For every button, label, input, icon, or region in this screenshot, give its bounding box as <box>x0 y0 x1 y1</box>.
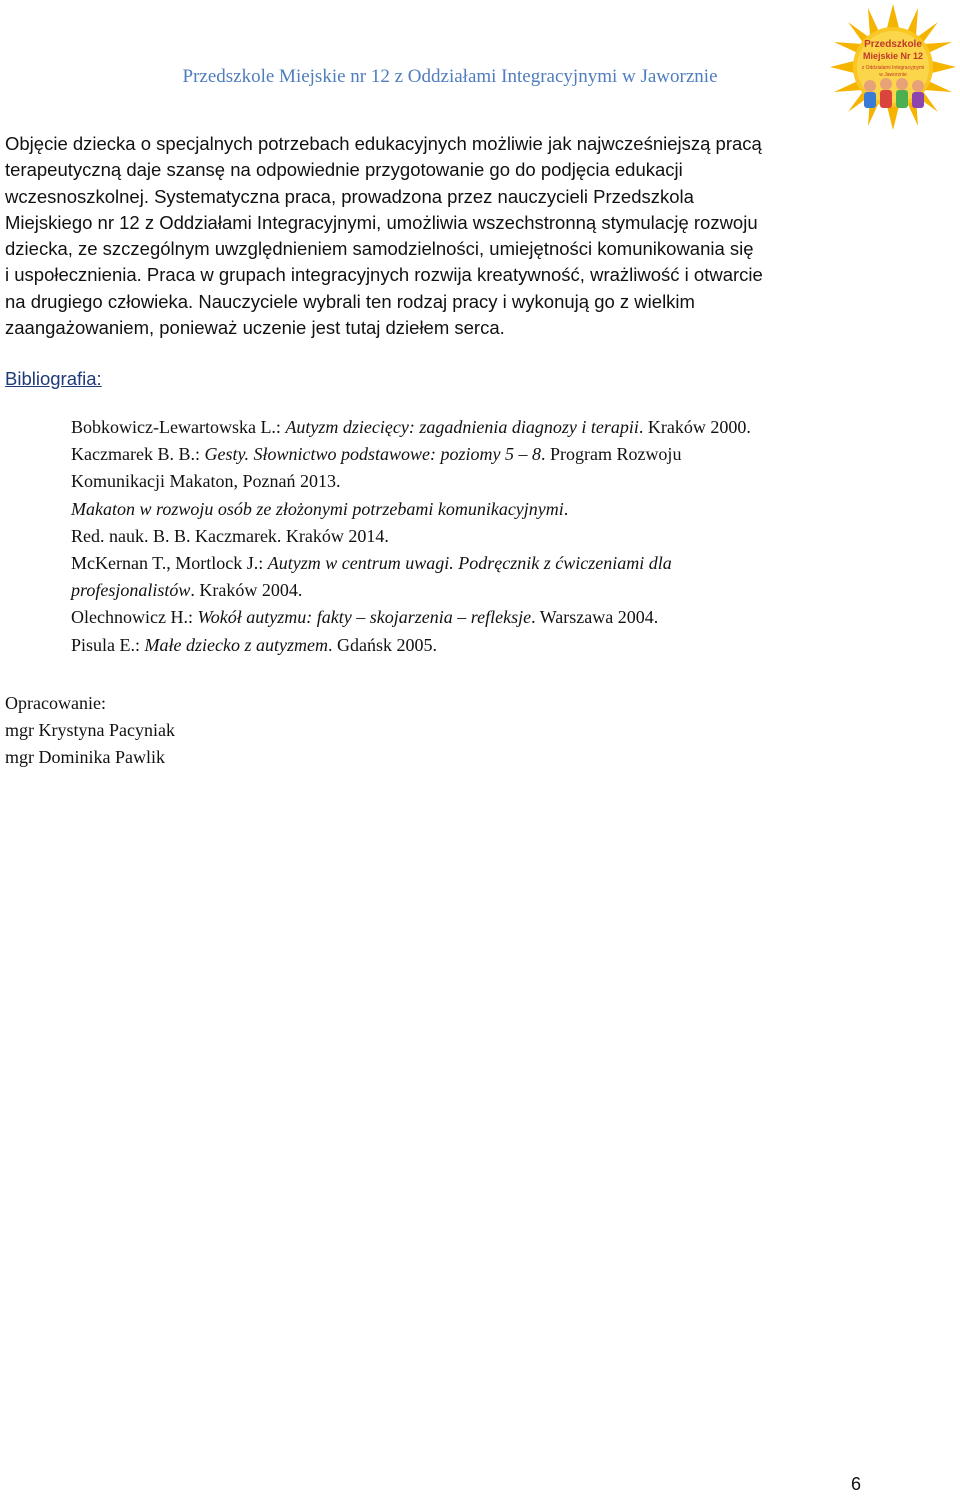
author-name: mgr Dominika Pawlik <box>5 747 165 768</box>
paragraph-line: wczesnoszkolnej. Systematyczna praca, prowadzona przez nauczycieli Przedszkola <box>5 185 694 207</box>
logo-text-line-1: Przedszkole <box>864 39 922 50</box>
paragraph-line: i uspołecznienia. Praca w grupach integracyjnych rozwija kreatywność, wrażliwość i otwarcie <box>5 264 763 286</box>
paragraph-line: dziecka, ze szczególnym uwzględnieniem samodzielności, umiejętności komunikowania się <box>5 238 754 260</box>
bibliography-line: Kaczmarek B. B.: Gesty. Słownictwo podstawowe: poziomy 5 – 8. Program Rozwoju <box>71 444 682 465</box>
bibliography-line: Red. nauk. B. B. Kaczmarek. Kraków 2014. <box>71 525 389 546</box>
page-number: 6 <box>851 1474 862 1494</box>
prepared-by-section <box>5 690 175 772</box>
bibliography-line: Olechnowicz H.: Wokół autyzmu: fakty – skojarzenia – refleksje. Warszawa 2004. <box>71 607 659 628</box>
bibliography-list <box>71 414 921 659</box>
paragraph-line: Miejskiego nr 12 z Oddziałami Integracyjnymi, umożliwia wszechstronną stymulację rozwoju <box>5 211 758 233</box>
logo-text-line-2: Miejskie Nr 12 <box>862 51 924 61</box>
paragraph-line: terapeutyczną daje szansę na odpowiednie przygotowanie go do podjęcia edukacji <box>5 159 683 181</box>
bibliography-line: profesjonalistów. Kraków 2004. <box>71 580 303 601</box>
logo-text-line-4: w Jaworznie <box>879 72 907 78</box>
bibliography-line: Pisula E.: Małe dziecko z autyzmem. Gdańsk 2005. <box>71 634 437 655</box>
bibliography-line: Makaton w rozwoju osób ze złożonymi potrzebami komunikacyjnymi. <box>71 498 569 519</box>
author-name: mgr Krystyna Pacyniak <box>5 720 175 741</box>
prepared-by-label: Opracowanie: <box>5 693 106 713</box>
main-paragraph <box>5 131 905 341</box>
paragraph-line: Objęcie dziecka o specjalnych potrzebach edukacyjnych możliwie jak najwcześniejszą pracą <box>5 133 762 154</box>
bibliography-line: Bobkowicz-Lewartowska L.: Autyzm dziecięcy: zagadnienia diagnozy i terapii. Kraków 2000. <box>71 417 751 437</box>
paragraph-line: na drugiego człowieka. Nauczyciele wybrali ten rodzaj pracy i wykonują go z wielkim <box>5 290 695 312</box>
bibliography-line: McKernan T., Mortlock J.: Autyzm w centrum uwagi. Podręcznik z ćwiczeniami dla <box>71 553 672 574</box>
bibliography-line: Komunikacji Makaton, Poznań 2013. <box>71 471 341 492</box>
logo-text-line-3: z Oddziałami Integracyjnymi <box>861 65 925 71</box>
kindergarten-logo <box>828 2 958 132</box>
paragraph-line: zaangażowaniem, ponieważ uczenie jest tutaj dziełem serca. <box>5 317 505 339</box>
document-header-title: Przedszkole Miejskie nr 12 z Oddziałami Integracyjnymi w Jaworznie <box>182 66 718 87</box>
bibliography-heading: Bibliografia: <box>5 368 102 389</box>
